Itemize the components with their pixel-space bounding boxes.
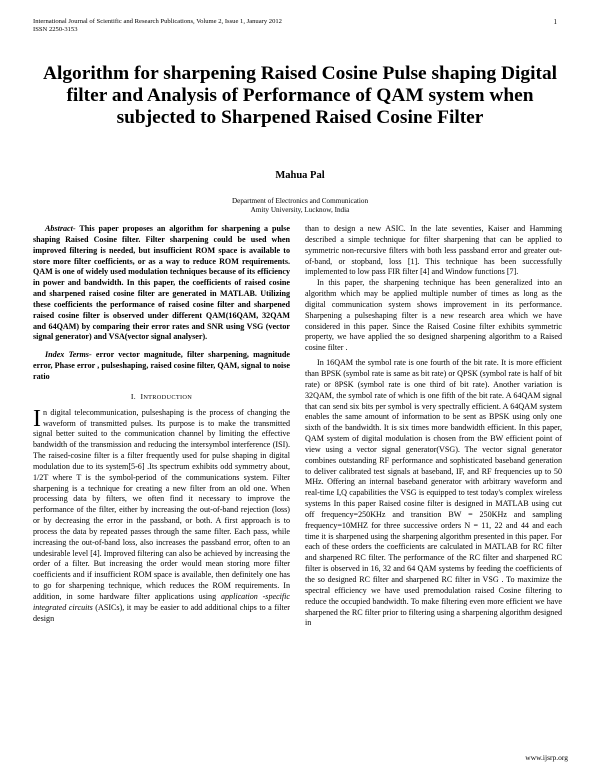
journal-line: International Journal of Scientific and Research Publications, Volume 2, Issue 1, January 2012 <box>33 18 282 25</box>
index-terms <box>33 350 290 383</box>
intro-p1-text: n digital telecommunication, pulseshaping is the process of changing the waveform of transmitted pulses. Its purpose is to make the transmitted signal better suited to the communication channel by limiting the effective bandwidth of the transmission and reducing the intersymbol interference (ISI). The raised-cosine filter is a filter frequently used for pulse shaping in digital modulation due to its system[5-6] .Its spectrum exhibits odd symmetry about, 1/2T where T is the symbol-period of the communications system. Filter sharpening is a technique for creating a new filter from an old one. When processing data by filters, we often find it necessary to improve the performance of the filter, either by increasing the out-of-band rejection (loss) or by decreasing the error in the passband, or both. A first approach is to process the data by repeated passes through the same filter. Each pass, while increasing the out-of-band loss, also increases the passband error, often to an undesirable level [4]. Improved filtering can also be achieved by increasing the order of a filter. But increasing the order would mean storing more filter coefficients and if insufficient ROM space is available, then definitely one has to go for sharpening technique, which reduces the ROM requirements. In addition, in some hardware filter applications using <box>33 407 290 601</box>
drop-cap: I <box>33 405 41 432</box>
running-header <box>33 18 553 35</box>
issn: ISSN 2250-3153 <box>33 26 78 34</box>
intro-paragraph-4: In 16QAM the symbol rate is one fourth of the bit rate. It is more efficient than BPSK (symbol rate is same as bit rate) or QPSK (symbol rate is half of bit rate) or 8PSK (symbol rate is one third of bit rate). Another variation is 32QAM, the symbol rate of which is one fifth of the bit rate. A 64QAM signal that can send six bits per symbol is very spectrally efficient. A 64QAM system enables the same amount of information to be sent as BPSK using only one sixth of the bandwidth. It is six times more bandwidth efficient. In this paper, QAM system of digital modulation is chosen from the BW efficient point of view using a vector signal generator(VSG). The vector signal generator combines outstanding RF performance and sophisticated baseband generation to deliver calibrated test signals at baseband, IF, and RF frequencies up to 50 MHz. Offering an internal baseband generator with arbitrary waveform and real-time I,Q capabilities the VSG is equipped to test today's complex wireless systems In this paper Raised cosine filter is designed in MATLAB using cut off frequency=250KHz and transition BW = 250KHz and sampling frequency=10MHZ for three successive orders N = 11, 22 and 44 and each time it is sharpened using the sharpening algorithm presented in this paper. For each of these orders the coefficients are calculated in MATLAB for RC filter and sharpened RC filter. The performance of the RC filter and sharpened RC filter is observed in 16, 32 and 64 QAM systems by feeding the coefficients of the so designed RC filter and sharpened RC filter in VSG . To maximize the spectral efficiency we have used premodulation raised Cosine filtering to reduce the occupied bandwidth. To make filtering even more efficient we have sharpened the RC filter prior to filtering using a sharpening algorithm designed in <box>305 358 562 628</box>
section-number: I. <box>130 391 136 401</box>
intro-paragraph-1 <box>33 405 291 625</box>
right-column <box>305 224 562 629</box>
intro-paragraph-2: than to design a new ASIC. In the late seventies, Kaiser and Hamming described a simple technique for filter sharpening that can be applied to symmetric non-recursive filters with both less passband error and greater out-of-band, or stopband, loss [1]. This technique has been successfully implemented to low pass FIR filter [4] and Window functions [7]. <box>305 224 562 277</box>
abstract <box>33 224 290 343</box>
author-name: Mahua Pal <box>275 170 325 181</box>
intro-paragraph-3: In this paper, the sharpening technique has been generalized into an algorithm which may be applied multiple number of times as long as the digital communication system shows improvement in its performance. Sharpening a pulseshaping filter is a new research area which we have considered in this paper. Since the Raised Cosine filter exhibits symmetric property, we have applied the so designed sharpening algorithm to a Raised cosine filter . <box>305 278 562 353</box>
affiliation-dept: Department of Electronics and Communication <box>231 197 369 205</box>
footer-url: www.ijsrp.org <box>525 753 568 762</box>
intro-p1-emphasis: application -specific integrated circuits <box>33 592 291 612</box>
section-title-rest: NTRODUCTION <box>143 393 193 401</box>
abstract-label: Abstract- <box>45 224 76 233</box>
left-column <box>33 224 290 625</box>
intro-p1-end: (ASICs), it may be easier to add additional chips to a filter design <box>33 602 290 623</box>
section-title-first: I <box>140 391 144 401</box>
affiliation <box>0 197 600 216</box>
page-number: 1 <box>553 18 557 26</box>
abstract-text: This paper proposes an algorithm for sharpening a pulse shaping Raised Cosine filter. Filter sharpening could be used when improved filtering is needed, but insufficient ROM space is available to store more filter coefficients, or as a way to reduce ROM requirements. QAM is one of widely used modulation techniques because of its efficiency in power and bandwidth. In this paper, the coefficients of raised cosine and sharpened raised cosine filter are generated in MATLAB. Utilizing these coefficients the performance of raised cosine filter and sharpened raised cosine filter is observed under different QAM(16QAM, 32QAM and 64QAM) by comparing their error rates and SNR using VSG (vector signal generator) and VSA(vector signal analyser). <box>33 224 290 342</box>
paper-title: Algorithm for sharpening Raised Cosine Pulse shaping Digital filter and Analysis of Performance of QAM system when subjected to Sharpened Raised Cosine Filter <box>42 63 558 128</box>
affiliation-university: Amity University, Lucknow, India <box>250 206 350 215</box>
index-terms-text: error vector magnitude, filter sharpening, magnitude error, Phase error , pulseshaping, raised cosine filter, QAM, signal to noise ratio <box>33 350 290 381</box>
index-terms-label: Index Terms- <box>45 350 92 360</box>
section-heading-introduction <box>33 392 290 404</box>
